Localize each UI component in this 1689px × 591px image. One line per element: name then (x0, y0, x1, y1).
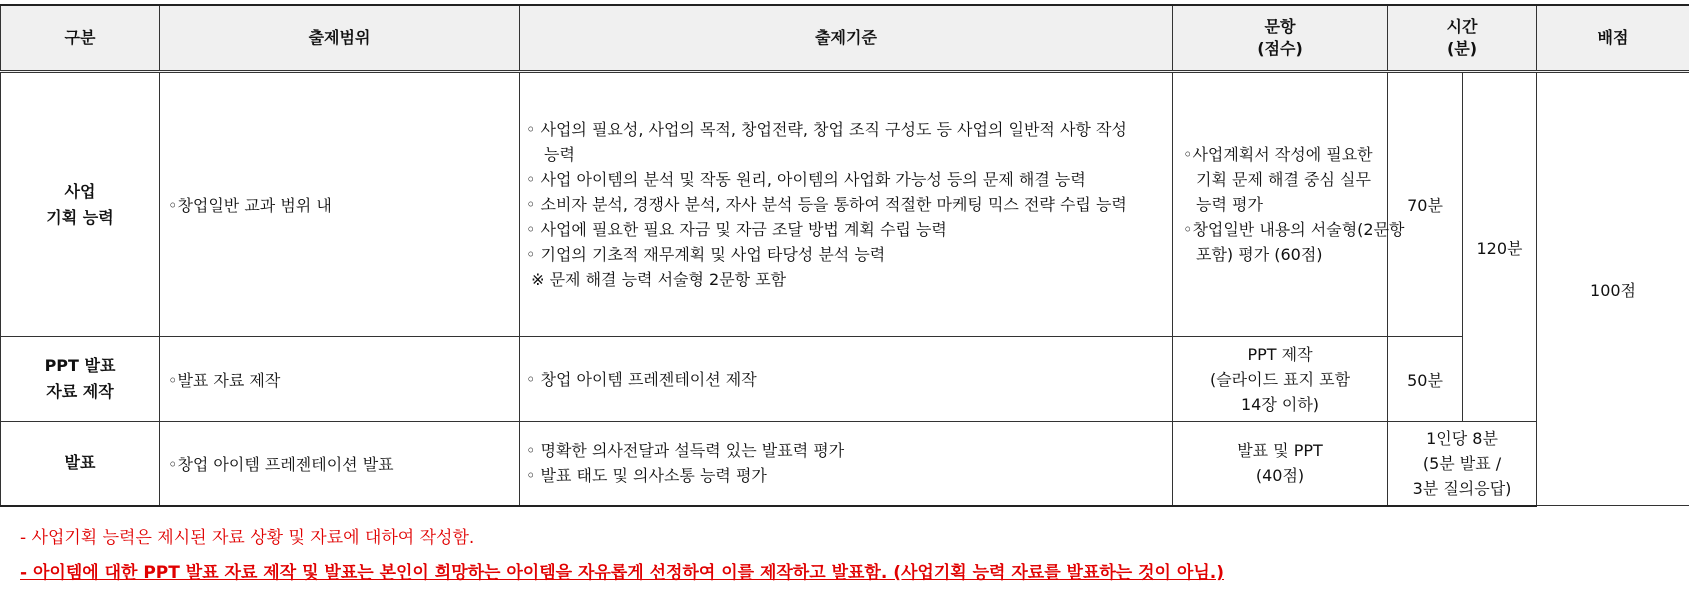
row3-time-line: (5분 발표 / (1388, 451, 1536, 476)
row2-questions (1173, 337, 1388, 422)
header-row (1, 5, 1689, 72)
row3-criteria-item: ◦ 발표 태도 및 의사소통 능력 평가 (526, 463, 1172, 488)
row1-criteria-item: ◦ 사업에 필요한 필요 자금 및 자금 조달 방법 계획 수립 능력 (526, 217, 1172, 242)
row1-scope: ◦창업일반 교과 범위 내 (160, 72, 520, 337)
row3-time-line: 3분 질의응답) (1388, 476, 1536, 501)
row3-category (1, 422, 160, 506)
row1-category-line2: 기획 능력 (1, 205, 159, 231)
row2-questions-line: (슬라이드 표지 포함 (1173, 367, 1387, 392)
row1-category-line1: 사업 (1, 179, 159, 205)
table-row (1, 72, 1689, 337)
row1-questions (1173, 72, 1388, 337)
row1-criteria-item: ◦ 사업 아이템의 분석 및 작동 원리, 아이템의 사업화 가능성 등의 문제 해결 능력 (526, 167, 1172, 192)
row2-criteria-item: ◦ 창업 아이템 프레젠테이션 제작 (526, 367, 1172, 392)
row2-category-line2: 자료 제작 (1, 379, 159, 405)
row3-scope: ◦창업 아이템 프레젠테이션 발표 (160, 422, 520, 506)
header-category: 구분 (1, 5, 160, 72)
row1-criteria-item: ◦ 기업의 기초적 재무계획 및 사업 타당성 분석 능력 (526, 242, 1172, 267)
row2-questions-line: 14장 이하) (1173, 392, 1387, 417)
row3-time-line: 1인당 8분 (1388, 426, 1536, 451)
notes (20, 521, 1224, 591)
total-time: 120분 (1463, 72, 1537, 422)
row1-questions-line: ◦사업계획서 작성에 필요한 (1183, 142, 1383, 167)
row3-criteria (520, 422, 1173, 506)
row3-questions-line: 발표 및 PPT (1173, 438, 1387, 463)
header-criteria: 출제기준 (520, 5, 1173, 72)
row1-criteria-item: 능력 (526, 142, 1172, 167)
row1-questions-line: 능력 평가 (1183, 192, 1383, 217)
row3-criteria-item: ◦ 명확한 의사전달과 설득력 있는 발표력 평가 (526, 438, 1172, 463)
note-line-2: - 아이템에 대한 PPT 발표 자료 제작 및 발표는 본인이 희망하는 아이템을 자유롭게 선정하여 이를 제작하고 발표함. (사업기획 능력 자료를 발표하는 것이 아님.) (20, 556, 1224, 591)
row1-questions-line: ◦창업일반 내용의 서술형(2문항 (1183, 217, 1383, 242)
header-time-line1: 시간 (1388, 16, 1536, 38)
note-line-1: - 사업기획 능력은 제시된 자료 상황 및 자료에 대하여 작성함. (20, 521, 1224, 556)
row3-time (1388, 422, 1537, 506)
header-time (1388, 5, 1537, 72)
row2-time: 50분 (1388, 337, 1463, 422)
table-row (1, 337, 1689, 422)
header-questions-line2: (점수) (1173, 38, 1387, 60)
exam-table (0, 4, 1689, 507)
row2-scope: ◦발표 자료 제작 (160, 337, 520, 422)
row2-category (1, 337, 160, 422)
row1-category (1, 72, 160, 337)
total-points: 100점 (1537, 72, 1689, 506)
row1-criteria-item: ◦ 소비자 분석, 경쟁사 분석, 자사 분석 등을 통하여 적절한 마케팅 믹스 전략 수립 능력 (526, 192, 1172, 217)
header-scope: 출제범위 (160, 5, 520, 72)
header-points: 배점 (1537, 5, 1689, 72)
row1-questions-line: 포함) 평가 (60점) (1183, 242, 1383, 267)
row2-questions-line: PPT 제작 (1173, 342, 1387, 367)
row3-questions (1173, 422, 1388, 506)
row3-questions-line: (40점) (1173, 463, 1387, 488)
header-time-line2: (분) (1388, 38, 1536, 60)
row2-category-line1: PPT 발표 (1, 353, 159, 379)
row1-criteria-note: ※ 문제 해결 능력 서술형 2문항 포함 (526, 267, 1172, 292)
row2-criteria (520, 337, 1173, 422)
header-questions-line1: 문항 (1173, 16, 1387, 38)
row3-category-line1: 발표 (1, 450, 159, 476)
row1-criteria-item: ◦ 사업의 필요성, 사업의 목적, 창업전략, 창업 조직 구성도 등 사업의 일반적 사항 작성 (526, 117, 1172, 142)
table-row (1, 422, 1689, 506)
header-questions (1173, 5, 1388, 72)
row1-questions-line: 기획 문제 해결 중심 실무 (1183, 167, 1383, 192)
row1-time: 70분 (1388, 72, 1463, 337)
row1-criteria (520, 72, 1173, 337)
